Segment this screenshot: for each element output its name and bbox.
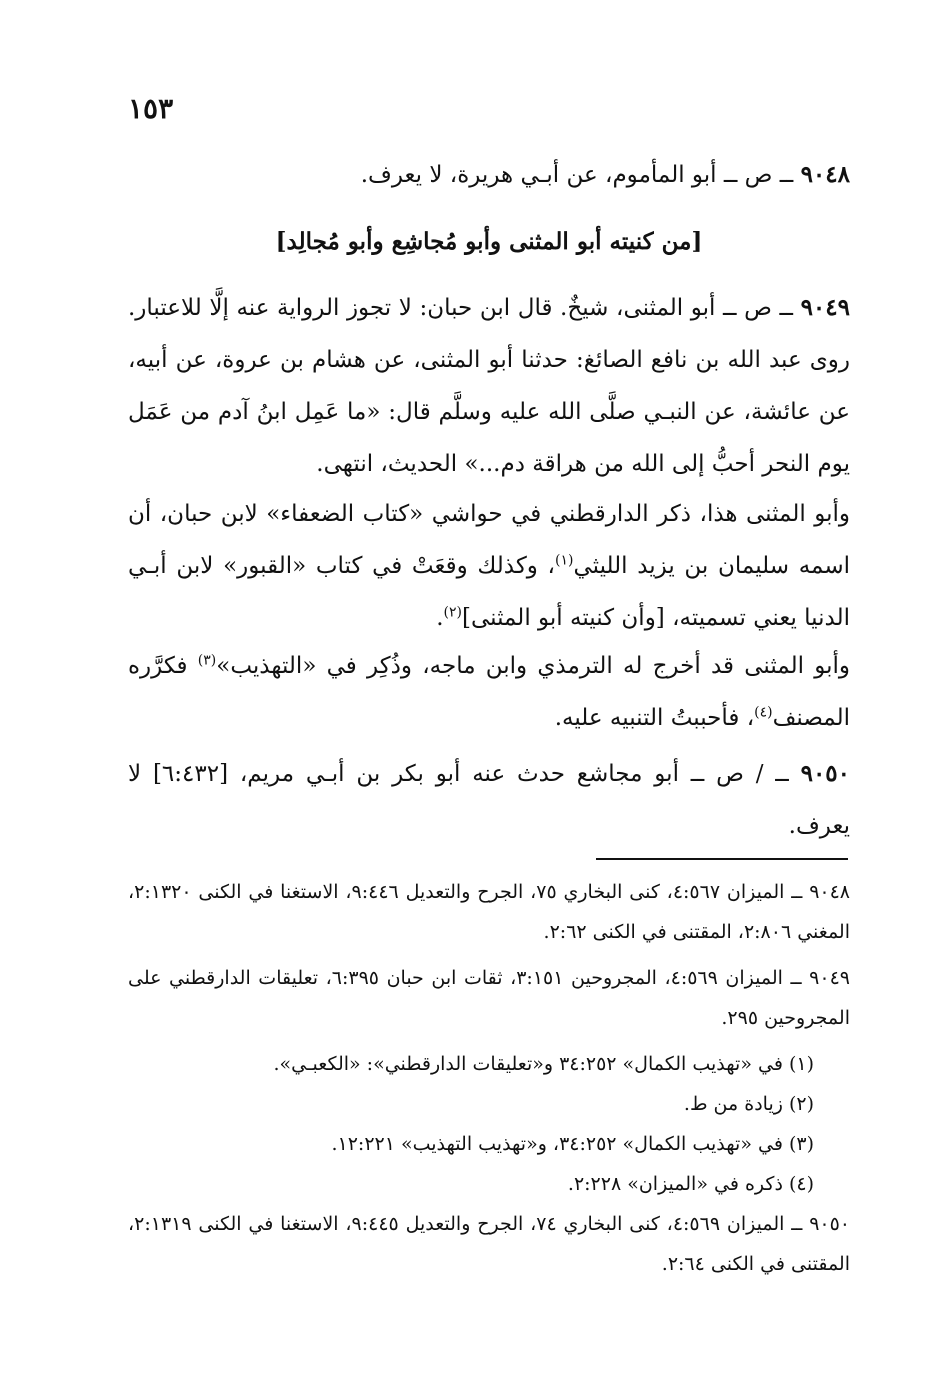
paragraph-tirmidhi	[128, 640, 850, 744]
paragraph-text: وأبو المثنى قد أخرج له الترمذي وابن ماجه، وذُكِر في «التهذيب»	[216, 653, 850, 679]
entry-9050	[128, 748, 850, 852]
footnote-9048: ٩٠٤٨ ــ الميزان ٤:٥٦٧، كنى البخاري ٧٥، الجرح والتعديل ٩:٤٤٦، الاستغنا في الكنى ٢:١٣٢٠، المغني ٢:٨٠٦، المقتنى في الكنى ٢:٦٢.	[128, 881, 851, 943]
footnote-ref-3: (٣)	[197, 652, 217, 669]
paragraph-text: فكرَّره المصنف	[128, 653, 850, 731]
entry-text: ــ ص ــ أبو المثنى، شيخٌ. قال ابن حبان: لا تجوز الرواية عنه إلَّا للاعتبار. روى عبد الله بن نافع الصائغ: حدثنا أبو المثنى، عن هشام بن عروة، عن أبيه، عن عائشة، عن النبـي صلَّى الله عليه وسلَّم قال: «ما عَمِل ابنُ آدم من عَمَل يوم النحر أحبُّ إلى الله من هراقة دم...» الحديث، انتهى.	[128, 295, 850, 477]
paragraph-daraqutni	[128, 488, 850, 644]
entry-number: ٩٠٥٠	[800, 760, 851, 787]
footnote-9049: ٩٠٤٩ ــ الميزان ٤:٥٦٩، المجروحين ٣:١٥١، ثقات ابن حبان ٦:٣٩٥، تعليقات الدارقطني على المجروحين ٢٩٥.	[128, 967, 850, 1029]
footnote-9050: ٩٠٥٠ ــ الميزان ٤:٥٦٩، كنى البخاري ٧٤، الجرح والتعديل ٩:٤٤٥، الاستغنا في الكنى ٢:١٣١٩، المقتنى في الكنى ٢:٦٤.	[128, 1213, 851, 1275]
footnote-ref-4: (٤)	[754, 704, 773, 721]
paragraph-text: ، وكذلك وقعَتْ في كتاب «القبور» لابن أبـي الدنيا يعني تسميته، [وأن كنيته أبو المثنى]	[128, 553, 850, 631]
footnote-2: (٢) زيادة من ط.	[683, 1093, 814, 1115]
footnote-3: (٣) في «تهذيب الكمال» ٣٤:٢٥٢، و«تهذيب التهذيب» ١٢:٢٢١.	[331, 1133, 814, 1155]
footnotes	[128, 872, 850, 1290]
page-number: ١٥٣	[128, 92, 174, 125]
paragraph-text: وأبو المثنى هذا، ذكر الدارقطني في حواشي «كتاب الضعفاء» لابن حبان، أن اسمه سليمان بن يزيد الليثي	[128, 501, 850, 579]
entry-number: ٩٠٤٨	[800, 161, 850, 188]
paragraph-text: .	[436, 605, 444, 631]
footnote-1: (١) في «تهذيب الكمال» ٣٤:٢٥٢ و«تعليقات الدارقطني»: «الكعبـي».	[273, 1053, 814, 1075]
footnote-divider	[596, 858, 848, 860]
footnote-4: (٤) ذكره في «الميزان» ٢:٢٢٨.	[567, 1173, 814, 1195]
footnote-ref-1: (١)	[554, 552, 574, 569]
entry-9049	[128, 282, 850, 490]
paragraph-text: ، فأحببتُ التنبيه عليه.	[554, 705, 755, 731]
footnote-ref-2: (٢)	[443, 604, 462, 621]
entry-text: ــ ص ــ أبو المأموم، عن أبـي هريرة، لا يعرف.	[360, 162, 801, 188]
entry-number: ٩٠٤٩	[800, 294, 850, 321]
entry-text: ــ / ص ــ أبو مجاشع حدث عنه أبو بكر بن أبـي مريم، [٦:٤٣٢] لا يعرف.	[128, 761, 850, 839]
entry-9048	[128, 158, 850, 192]
section-heading: [من كنيته أبو المثنى وأبو مُجاشِع وأبو مُجالِد]	[275, 228, 703, 255]
